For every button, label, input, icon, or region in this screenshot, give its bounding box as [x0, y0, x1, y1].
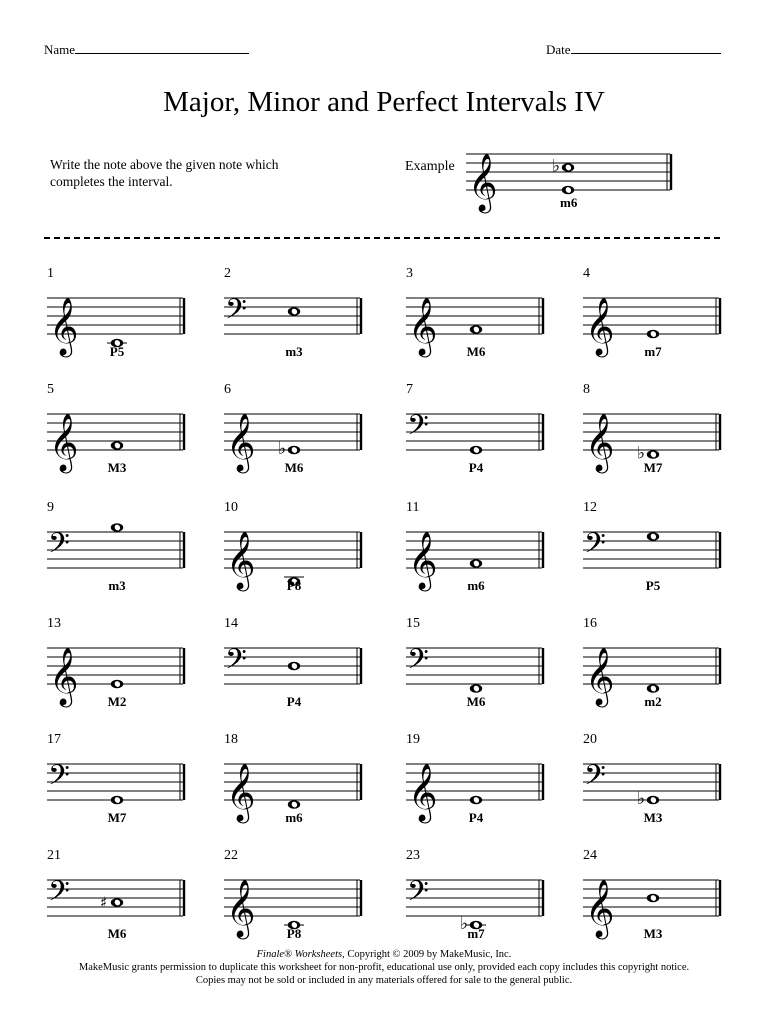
interval-label: M3	[643, 810, 663, 825]
flat-icon: ♭	[552, 156, 561, 177]
exercise-21	[47, 848, 197, 948]
whole-note-icon	[111, 441, 123, 450]
treble-clef-icon: 𝄞	[585, 647, 615, 705]
whole-note-icon	[111, 523, 123, 532]
exercise-number: 8	[583, 382, 590, 397]
treble-clef-icon: 𝄞	[585, 413, 615, 471]
whole-note-icon	[647, 796, 659, 805]
interval-label: P8	[286, 926, 302, 941]
exercise-20	[583, 732, 733, 832]
interval-label: M7	[643, 460, 663, 475]
exercise-number: 11	[406, 500, 420, 515]
interval-label: m7	[644, 344, 662, 359]
exercise-number: 12	[583, 500, 597, 515]
footer-restriction: Copies may not be sold or included in any materials offered for sale to the general public.	[195, 975, 573, 986]
bass-clef-icon: 𝄢	[225, 643, 247, 683]
whole-note-icon	[111, 796, 123, 805]
bass-clef-icon: 𝄢	[48, 875, 70, 915]
flat-icon: ♭	[460, 914, 469, 934]
whole-note-icon	[470, 684, 482, 693]
interval-label: m6	[285, 810, 303, 825]
exercise-number: 17	[47, 732, 61, 747]
exercise-4	[583, 266, 733, 366]
exercise-12	[583, 500, 733, 600]
date-label: Date	[546, 42, 571, 57]
treble-clef-icon: 𝄞	[226, 413, 256, 471]
whole-note-icon	[111, 898, 123, 907]
interval-label: P5	[109, 344, 125, 359]
exercise-number: 21	[47, 848, 61, 863]
dashed-divider	[44, 237, 720, 239]
treble-clef-icon: 𝄞	[49, 647, 79, 705]
treble-clef-icon: 𝄞	[468, 153, 498, 211]
whole-note-icon	[562, 186, 574, 195]
treble-clef-icon: 𝄞	[408, 531, 438, 589]
bass-clef-icon: 𝄢	[584, 527, 606, 567]
interval-label: m6	[467, 578, 485, 593]
exercise-number: 10	[224, 500, 238, 515]
exercise-number: 16	[583, 616, 597, 631]
treble-clef-icon: 𝄞	[49, 297, 79, 355]
exercise-3	[406, 266, 556, 366]
treble-clef-icon: 𝄞	[226, 763, 256, 821]
flat-icon: ♭	[637, 443, 646, 464]
bass-clef-icon: 𝄢	[48, 527, 70, 567]
name-blank	[75, 42, 249, 54]
example-staff	[466, 136, 676, 225]
exercise-15	[406, 616, 556, 716]
exercise-number: 9	[47, 500, 54, 515]
exercise-24	[583, 848, 733, 948]
treble-clef-icon: 𝄞	[408, 297, 438, 355]
interval-label: m7	[467, 926, 485, 941]
exercise-number: 13	[47, 616, 61, 631]
exercise-number: 23	[406, 848, 420, 863]
interval-label: M6	[284, 460, 304, 475]
name-field	[44, 42, 249, 58]
footer-permission: MakeMusic grants permission to duplicate this worksheet for non-profit, educational use only, provided each copy includes this copyright notice.	[78, 962, 690, 973]
footer	[0, 948, 768, 987]
flat-icon: ♭	[637, 789, 646, 809]
exercise-number: 19	[406, 732, 420, 747]
interval-label: M7	[107, 810, 127, 825]
bass-clef-icon: 𝄢	[48, 759, 70, 799]
exercise-17	[47, 732, 197, 832]
bass-clef-icon: 𝄢	[407, 409, 429, 449]
bass-clef-icon: 𝄢	[225, 293, 247, 333]
exercise-number: 7	[406, 382, 413, 397]
page-title: Major, Minor and Perfect Intervals IV	[163, 86, 605, 118]
interval-label: P4	[468, 810, 484, 825]
interval-label: M3	[107, 460, 127, 475]
example-interval: m6	[560, 195, 578, 210]
interval-label: M6	[466, 694, 486, 709]
bass-clef-icon: 𝄢	[407, 875, 429, 915]
exercise-number: 18	[224, 732, 238, 747]
treble-clef-icon: 𝄞	[585, 297, 615, 355]
whole-note-icon	[647, 684, 659, 693]
interval-label: P4	[468, 460, 484, 475]
interval-label: P5	[645, 578, 661, 593]
treble-clef-icon: 𝄞	[226, 531, 256, 589]
interval-label: P8	[286, 578, 302, 593]
exercise-10	[224, 500, 374, 600]
whole-note-icon	[647, 532, 659, 541]
whole-note-icon	[288, 662, 300, 671]
footer-brand: Finale® Worksheets	[256, 949, 343, 960]
flat-icon: ♭	[278, 439, 287, 459]
exercise-number: 6	[224, 382, 231, 397]
footer-copyright: , Copyright © 2009 by MakeMusic, Inc.	[342, 949, 512, 960]
whole-note-icon	[470, 325, 482, 334]
bass-clef-icon: 𝄢	[584, 759, 606, 799]
exercise-number: 14	[224, 616, 238, 631]
whole-note-icon	[647, 450, 659, 459]
interval-label: P4	[286, 694, 302, 709]
interval-label: m2	[644, 694, 662, 709]
exercise-number: 5	[47, 382, 54, 397]
exercise-number: 1	[47, 266, 54, 281]
interval-label: m3	[108, 578, 126, 593]
exercise-13	[47, 616, 197, 716]
interval-label: M6	[107, 926, 127, 941]
interval-label: M3	[643, 926, 663, 941]
whole-note-icon	[111, 680, 123, 689]
exercise-14	[224, 616, 374, 716]
whole-note-icon	[470, 796, 482, 805]
whole-note-icon	[470, 559, 482, 568]
exercise-number: 22	[224, 848, 238, 863]
instructions: Write the note above the given note which completes the interval.	[50, 157, 279, 189]
exercise-6	[224, 382, 374, 482]
treble-clef-icon: 𝄞	[408, 763, 438, 821]
exercise-8	[583, 382, 733, 482]
exercise-number: 15	[406, 616, 420, 631]
exercise-19	[406, 732, 556, 832]
date-blank	[571, 42, 721, 54]
sharp-icon: ♯	[100, 893, 108, 912]
example-label: Example	[405, 159, 455, 174]
exercise-23	[406, 848, 556, 948]
exercise-2	[224, 266, 374, 366]
exercise-number: 2	[224, 266, 231, 281]
whole-note-icon	[647, 330, 659, 339]
exercise-number: 4	[583, 266, 590, 281]
treble-clef-icon: 𝄞	[585, 879, 615, 937]
exercise-7	[406, 382, 556, 482]
exercise-9	[47, 500, 197, 600]
interval-label: M6	[466, 344, 486, 359]
interval-label: M2	[107, 694, 127, 709]
exercise-number: 20	[583, 732, 597, 747]
treble-clef-icon: 𝄞	[49, 413, 79, 471]
exercise-1	[47, 266, 197, 366]
whole-note-icon	[470, 446, 482, 455]
whole-note-icon	[562, 163, 574, 172]
interval-label: m3	[285, 344, 303, 359]
whole-note-icon	[288, 800, 300, 809]
treble-clef-icon: 𝄞	[226, 879, 256, 937]
date-field	[546, 42, 721, 58]
whole-note-icon	[288, 446, 300, 455]
exercise-22	[224, 848, 374, 948]
exercise-number: 3	[406, 266, 413, 281]
exercise-18	[224, 732, 374, 832]
name-label: Name	[44, 42, 76, 57]
exercise-number: 24	[583, 848, 597, 863]
whole-note-icon	[288, 307, 300, 316]
whole-note-icon	[647, 894, 659, 903]
exercise-11	[406, 500, 556, 600]
exercise-5	[47, 382, 197, 482]
bass-clef-icon: 𝄢	[407, 643, 429, 683]
exercise-16	[583, 616, 733, 716]
